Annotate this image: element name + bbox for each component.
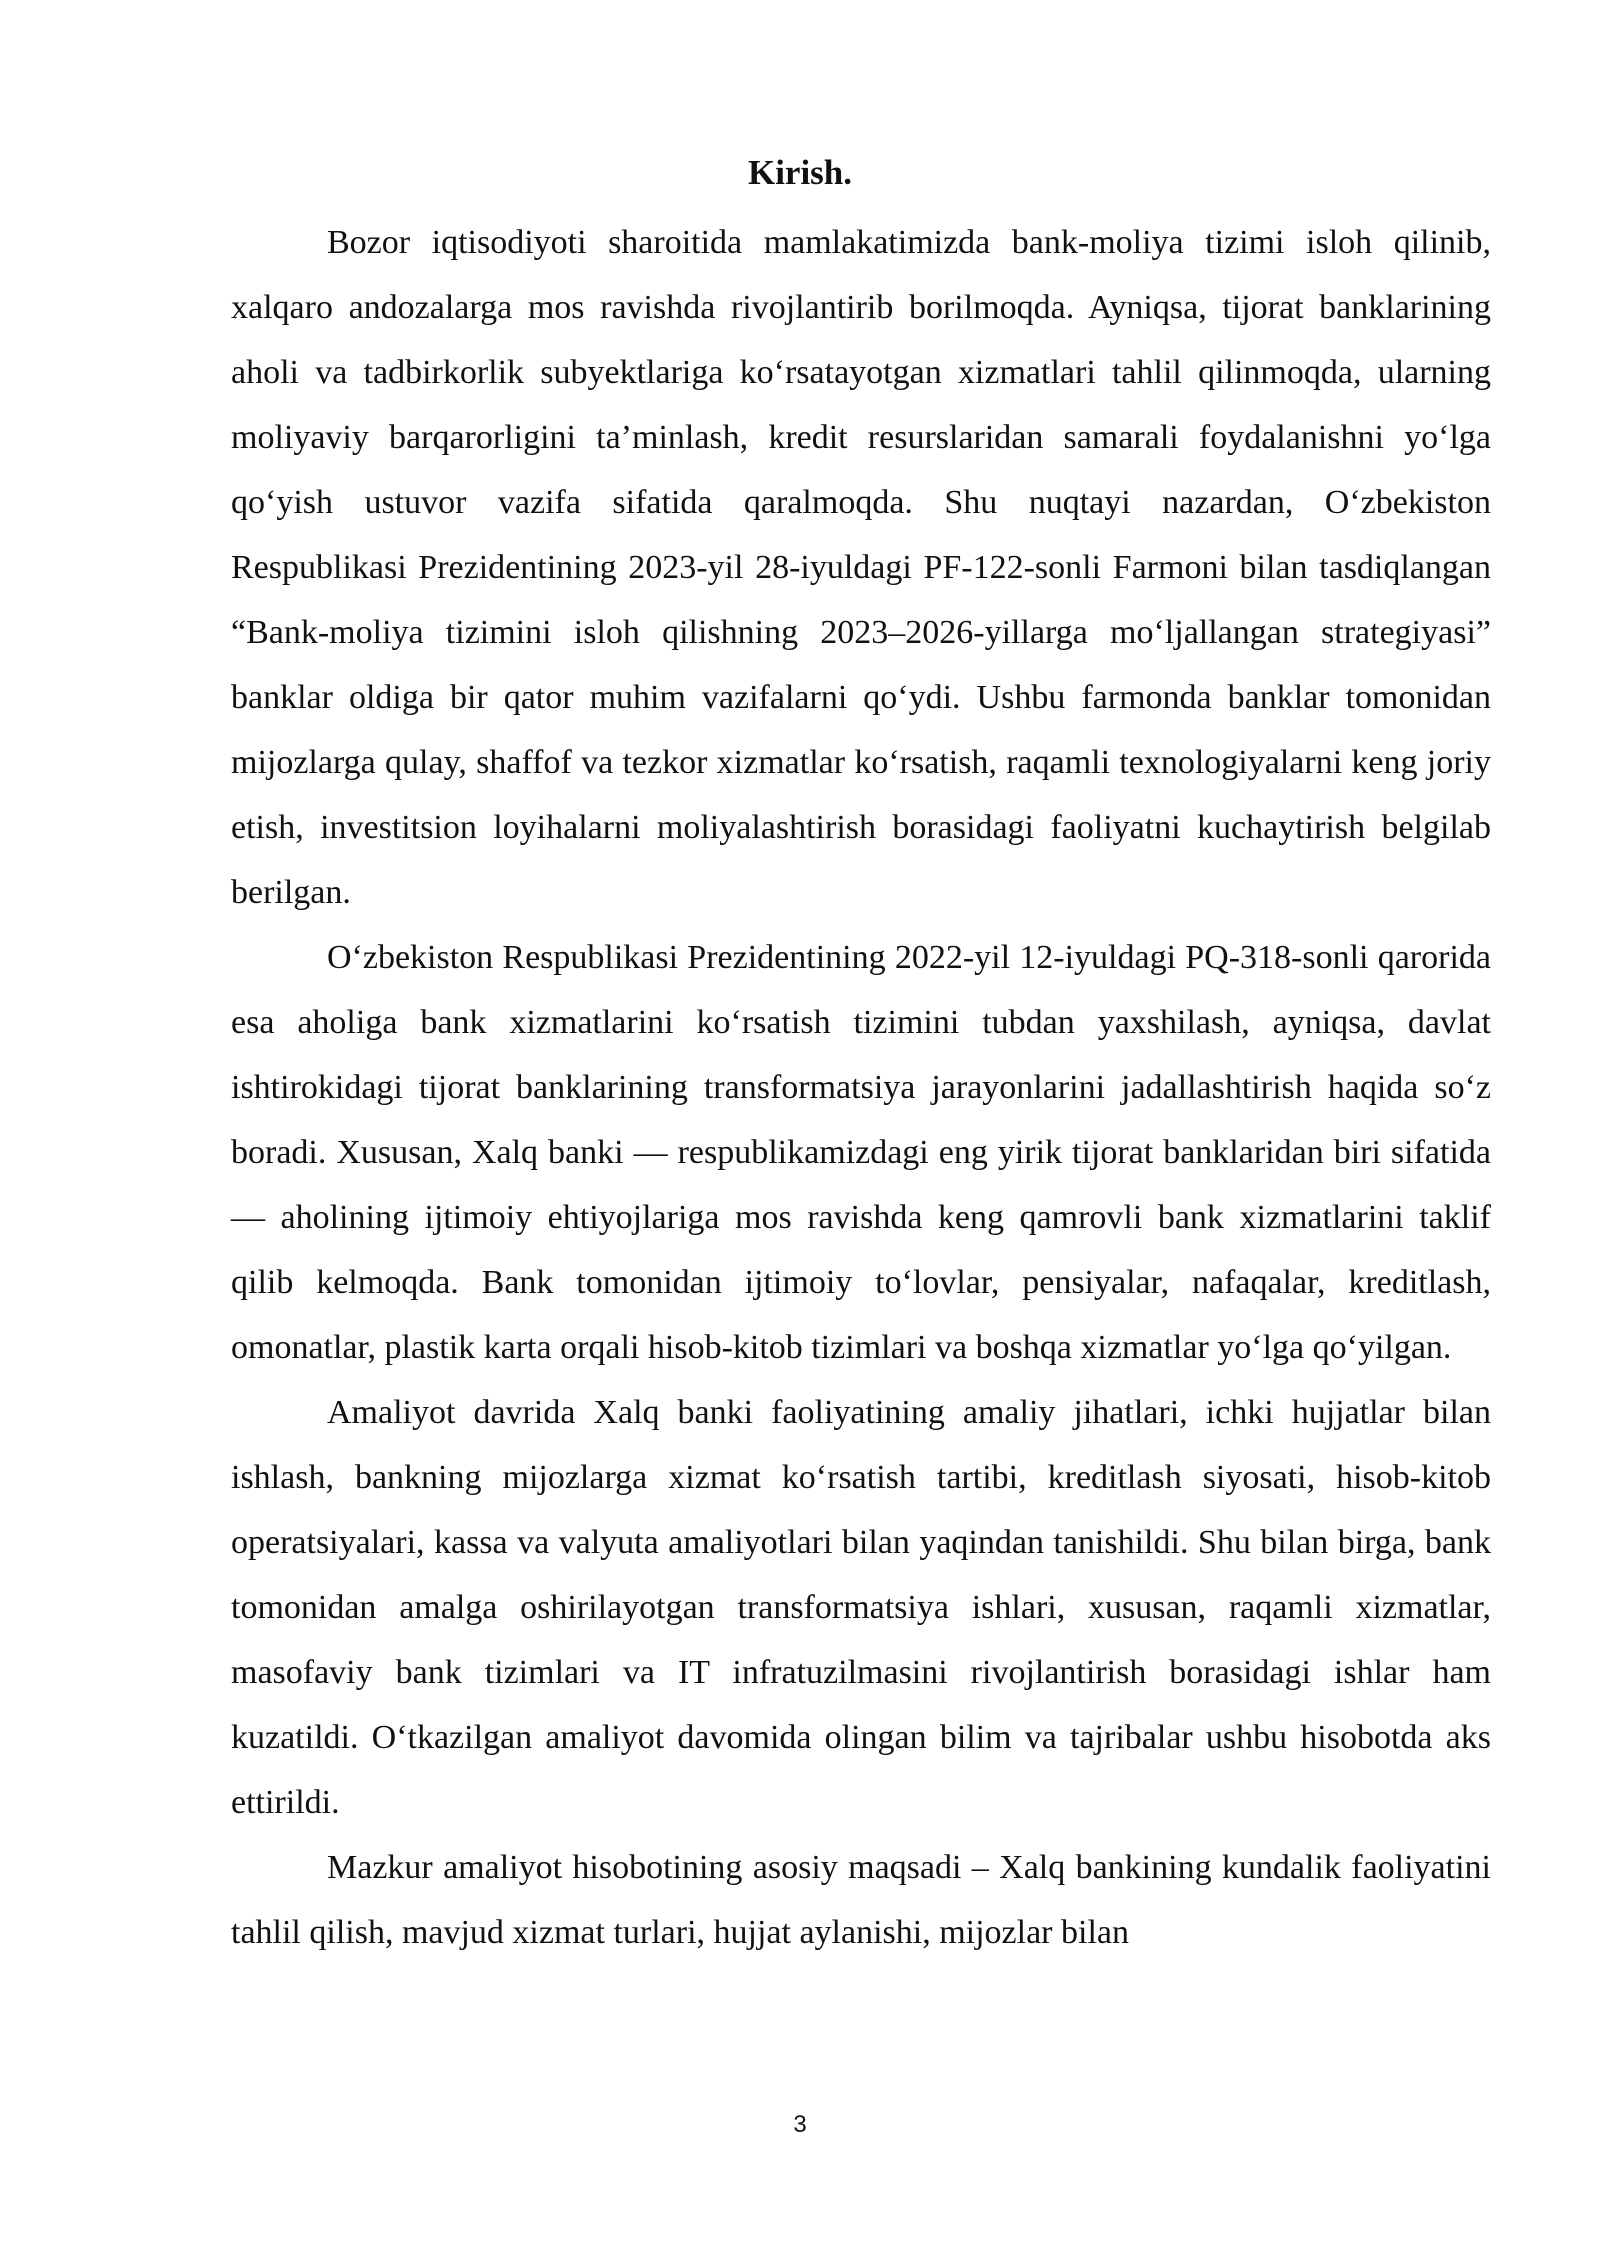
page-number: 3 <box>793 2111 807 2138</box>
paragraph-4: Mazkur amaliyot hisobotining asosiy maqsadi – Xalq bankining kundalik faoliyatini tahlil qilish, mavjud xizmat turlari, hujjat aylanishi, mijozlar bilan <box>231 1849 1491 1951</box>
page-title: Kirish. <box>747 153 853 192</box>
paragraph-2: O‘zbekiston Respublikasi Prezidentining 2022-yil 12-iyuldagi PQ-318-sonli qarorida esa aholiga bank xizmatlarini ko‘rsatish tizimini tubdan yaxshilash, ayniqsa, davlat ishtirokidagi tijorat banklarining transformatsiya jarayonlarini jadallashtirish haqida so‘z boradi. Xususan, Xalq banki — respublikamizdagi eng yirik tijorat banklaridan biri sifatida — aholining ijtimoiy ehtiyojlariga mos ravishda keng qamrovli bank xizmatlarini taklif qilib kelmoqda. Bank tomonidan ijtimoiy to‘lovlar, pensiyalar, nafaqalar, kreditlash, omonatlar, plastik karta orqali hisob-kitob tizimlari va boshqa xizmatlar yo‘lga qo‘yilgan. <box>231 939 1491 1366</box>
paragraph-3: Amaliyot davrida Xalq banki faoliyatining amaliy jihatlari, ichki hujjatlar bilan ishlash, bankning mijozlarga xizmat ko‘rsatish tartibi, kreditlash siyosati, hisob-kitob operatsiyalari, kassa va valyuta amaliyotlari bilan yaqindan tanishildi. Shu bilan birga, bank tomonidan amalga oshirilayotgan transformatsiya ishlari, xususan, raqamli xizmatlar, masofaviy bank tizimlari va IT infratuzilmasini rivojlantirish borasidagi ishlar ham kuzatildi. O‘tkazilgan amaliyot davomida olingan bilim va tajribalar ushbu hisobotda aks ettirildi. <box>231 1394 1491 1821</box>
paragraph-1: Bozor iqtisodiyoti sharoitida mamlakatimizda bank-moliya tizimi isloh qilinib, xalqaro andozalarga mos ravishda rivojlantirib borilmoqda. Ayniqsa, tijorat banklarining aholi va tadbirkorlik subyektlariga ko‘rsatayotgan xizmatlari tahlil qilinmoqda, ularning moliyaviy barqarorligini ta’minlash, kredit resurslaridan samarali foydalanishni yo‘lga qo‘yish ustuvor vazifa sifatida qaralmoqda. Shu nuqtayi nazardan, O‘zbekiston Respublikasi Prezidentining 2023-yil 28-iyuldagi PF-122-sonli Farmoni bilan tasdiqlangan “Bank-moliya tizimini isloh qilishning 2023–2026-yillarga mo‘ljallangan strategiyasi” banklar oldiga bir qator muhim vazifalarni qo‘ydi. Ushbu farmonda banklar tomonidan mijozlarga qulay, shaffof va tezkor xizmatlar ko‘rsatish, raqamli texnologiyalarni keng joriy etish, investitsion loyihalarni moliyalashtirish borasidagi faoliyatni kuchaytirish belgilab berilgan. <box>231 224 1491 911</box>
document-body <box>231 210 1491 1965</box>
